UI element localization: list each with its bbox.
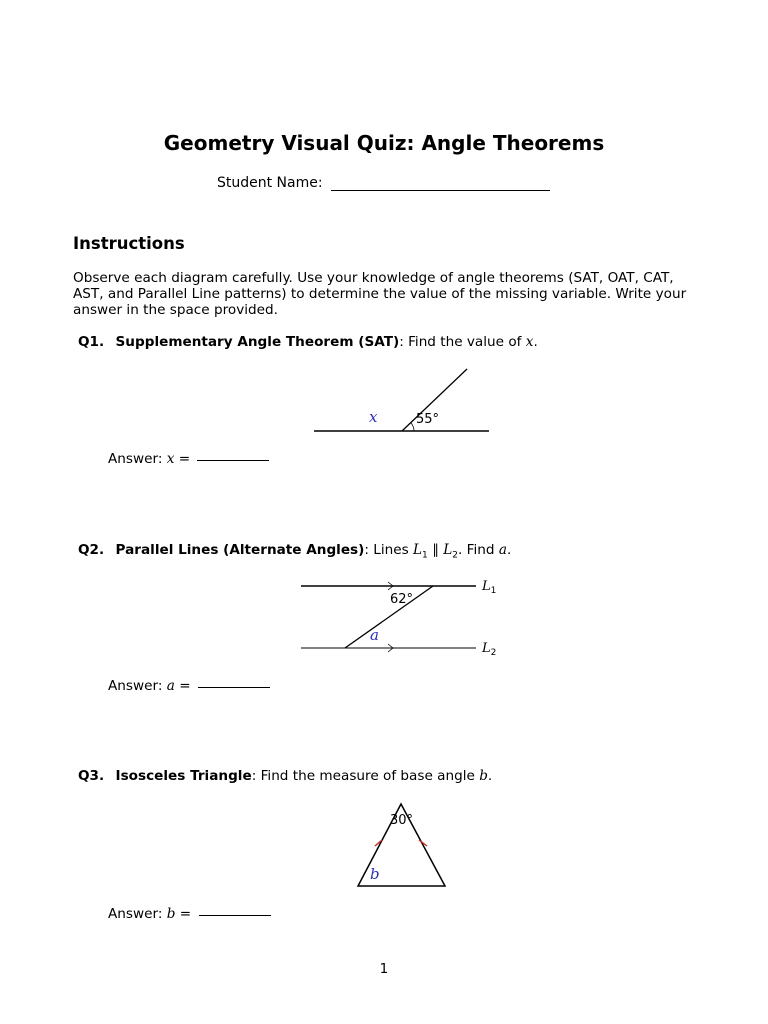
question-title: Parallel Lines (Alternate Angles) xyxy=(115,542,365,558)
q1-angle-arc xyxy=(411,423,414,431)
answer-row-2 xyxy=(108,678,270,694)
question-variable: x xyxy=(525,334,534,350)
answer-blank[interactable] xyxy=(199,915,271,916)
line-l1-sub: 1 xyxy=(422,550,428,561)
question-text-mid: . Find xyxy=(458,542,499,558)
q1-variable-label: x xyxy=(369,408,378,426)
line-l2-sub: 2 xyxy=(452,550,458,561)
page-title: Geometry Visual Quiz: Angle Theorems xyxy=(163,131,605,155)
instructions-text: Observe each diagram carefully. Use your knowledge of angle theorems (SAT, OAT, CAT, AST, and Parallel Line patterns) to determine the value of the missing variable. Write your answer in the space provided. xyxy=(73,270,687,318)
question-text: : Lines xyxy=(364,542,414,558)
q1-diagram xyxy=(314,369,489,431)
page-number: 1 xyxy=(379,961,389,977)
answer-label: Answer: xyxy=(108,906,163,922)
question-variable: a xyxy=(498,542,507,558)
answer-variable: x xyxy=(166,451,175,467)
question-3-prompt xyxy=(78,768,492,784)
q1-angle-label: 55° xyxy=(416,412,440,427)
answer-blank[interactable] xyxy=(198,687,270,688)
equals-sign: = xyxy=(179,906,192,922)
question-title: Isosceles Triangle xyxy=(115,768,252,784)
line-l2: L xyxy=(443,542,453,558)
equals-sign: = xyxy=(178,451,191,467)
answer-label: Answer: xyxy=(108,678,163,694)
q3-diagram xyxy=(358,804,445,886)
question-text: : Find the measure of base angle xyxy=(251,768,480,784)
answer-blank[interactable] xyxy=(197,460,269,461)
answer-row-3 xyxy=(108,906,271,922)
question-title: Supplementary Angle Theorem (SAT) xyxy=(115,334,400,350)
question-number: Q2. xyxy=(78,542,105,558)
question-text-end: . xyxy=(533,334,538,350)
equals-sign: = xyxy=(179,678,191,694)
q2-angle-label: 62° xyxy=(390,592,414,607)
q2-line1-label: $L_1$ xyxy=(482,579,497,596)
question-number: Q1. xyxy=(78,334,105,350)
instructions-heading: Instructions xyxy=(73,234,185,253)
q2-transversal xyxy=(345,586,433,648)
q3-angle-label: 30° xyxy=(390,813,414,828)
question-text: : Find the value of xyxy=(399,334,526,350)
q2-variable-label: a xyxy=(370,626,379,644)
question-variable: b xyxy=(479,768,488,784)
question-text-end: . xyxy=(487,768,493,784)
answer-variable: b xyxy=(166,906,176,922)
question-text-end: . xyxy=(506,542,512,558)
answer-variable: a xyxy=(166,678,175,694)
question-number: Q3. xyxy=(78,768,105,784)
line-l1: L xyxy=(413,542,423,558)
answer-row-1 xyxy=(108,451,269,467)
q2-line2-label: $L_2$ xyxy=(482,641,497,658)
question-2-prompt xyxy=(78,542,511,561)
q3-variable-label: b xyxy=(370,865,380,883)
parallel-symbol: ∥ xyxy=(432,542,439,558)
answer-label: Answer: xyxy=(108,451,163,467)
q2-diagram xyxy=(301,579,496,658)
student-name-label: Student Name: xyxy=(217,175,323,191)
